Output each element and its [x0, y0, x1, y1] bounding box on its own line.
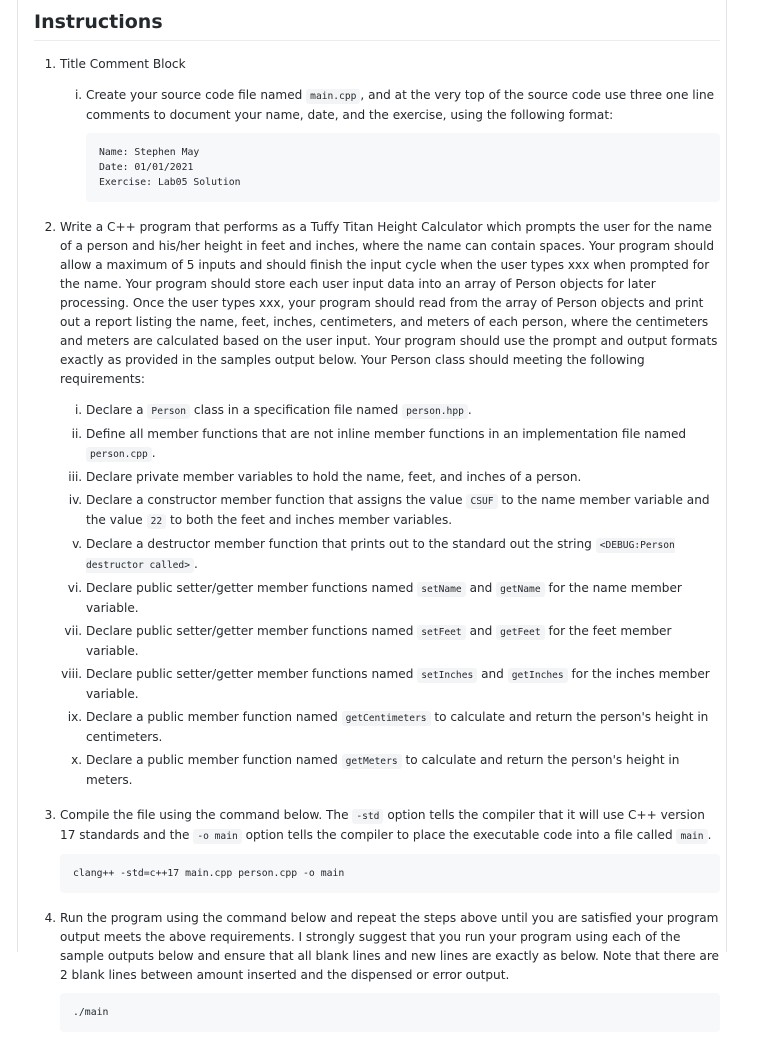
- text-span: Declare a constructor member function that assigns the value: [86, 493, 467, 507]
- inline-code: Person: [147, 404, 190, 419]
- text-span: to calculate and return the person's height in meters.: [86, 753, 680, 787]
- item-2-sub-viii: [86, 665, 720, 704]
- text-span: for the name member variable.: [86, 581, 682, 615]
- inline-code: getName: [496, 582, 544, 597]
- item-1-sublist: [60, 86, 720, 202]
- inline-code: getFeet: [496, 625, 544, 640]
- item-2-sub-iv: [86, 491, 720, 531]
- inline-code: setInches: [417, 668, 477, 683]
- list-item-1: [60, 55, 720, 202]
- text-span: option tells the compiler that it will use C++ version 17 standards and the: [60, 808, 705, 842]
- instructions-content: [34, 0, 720, 1048]
- text-span: and: [465, 624, 497, 638]
- item-2-sublist: [60, 401, 720, 790]
- instructions-panel: [17, 0, 727, 1018]
- inline-code: person.cpp: [86, 447, 152, 462]
- text-span: Compile the file using the command below. The: [60, 808, 353, 822]
- inline-code: <DEBUG:Person destructor called>: [86, 540, 675, 571]
- item-2-sub-vi: [86, 579, 720, 618]
- text-span: and: [465, 581, 497, 595]
- item-2-sub-v: [86, 535, 720, 575]
- inline-code: main: [676, 829, 707, 844]
- text-span: to both the feet and inches member variables.: [166, 513, 453, 527]
- item-2-sub-ix: [86, 708, 720, 747]
- item-2-sub-ii: [86, 425, 720, 464]
- instruction-list: [34, 55, 720, 1032]
- inline-code: getMeters: [342, 754, 402, 769]
- list-item-4: [60, 909, 720, 1032]
- text-span: .: [151, 446, 156, 460]
- item-2-sub-vii: [86, 622, 720, 661]
- text-span: class in a specification file named: [190, 403, 403, 417]
- inline-code: 22: [147, 514, 167, 529]
- text-span: Define all member functions that are not inline member functions in an implementation file named: [86, 427, 687, 441]
- text-span: Declare public setter/getter member functions named: [86, 624, 418, 638]
- text-span: .: [707, 828, 712, 842]
- code-block-compile-command: clang++ -std=c++17 main.cpp person.cpp -o main: [60, 854, 720, 893]
- inline-code: person.hpp: [402, 404, 468, 419]
- text-span: to calculate and return the person's height in centimeters.: [86, 710, 709, 744]
- inline-code: getCentimeters: [342, 711, 431, 726]
- item-2-sub-iii: [86, 468, 720, 487]
- inline-code: setName: [417, 582, 465, 597]
- text-span: option tells the compiler to place the executable code into a file called: [241, 828, 677, 842]
- code-block-run-command: ./main: [60, 993, 720, 1032]
- list-item-2: [60, 218, 720, 790]
- text-span: .: [467, 403, 472, 417]
- inline-code: getInches: [508, 668, 568, 683]
- list-item-3: [60, 806, 720, 893]
- text-span: Declare a: [86, 403, 148, 417]
- text-span: .: [193, 557, 198, 571]
- inline-code: CSUF: [466, 494, 497, 509]
- text-span: and: [477, 667, 508, 681]
- inline-code: main.cpp: [306, 89, 360, 104]
- item-2-sub-i: [86, 401, 720, 421]
- item-4-text: Run the program using the command below and repeat the steps above until you are satisfied your program output meets the above requirements. I strongly suggest that you run your program using each of the sample outputs below and ensure that all blank lines and new lines are exactly as below. Note that there are 2 blank lines between amount inserted and the dispensed or error output.: [60, 911, 719, 982]
- text-span: Declare private member variables to hold the name, feet, and inches of a person.: [86, 470, 582, 484]
- item-2-text: Write a C++ program that performs as a Tuffy Titan Height Calculator which prompts the user for the name of a person and his/her height in feet and inches, where the name can contain spaces. Your program should allow a maximum of 5 inputs and should finish the input cycle when the user types xxx when prompted for the name. Your program should store each user input data into an array of Person objects for later processing. Once the user types xxx, your program should read from the array of Person objects and print out a report listing the name, feet, inches, centimeters, and meters of each person, where the centimeters and meters are calculated based on the user input. Your program should use the prompt and output formats exactly as provided in the samples output below. Your Person class should meeting the following requirements:: [60, 220, 718, 386]
- text-span: Declare a public member function named: [86, 753, 342, 767]
- item-2-sub-x: [86, 751, 720, 790]
- text-span: Declare public setter/getter member functions named: [86, 667, 418, 681]
- code-block-header-format: Name: Stephen May Date: 01/01/2021 Exercise: Lab05 Solution: [86, 133, 720, 202]
- inline-code: -std: [352, 809, 383, 824]
- text-span: Declare a destructor member function that prints out to the standard out the string: [86, 537, 596, 551]
- text-span: Create your source code file named: [86, 88, 307, 102]
- inline-code: setFeet: [417, 625, 465, 640]
- text-span: for the inches member variable.: [86, 667, 710, 701]
- text-span: to the name member variable and the value: [86, 493, 710, 527]
- item-1-sub-i: [86, 86, 720, 202]
- inline-code: -o main: [193, 829, 241, 844]
- page-title: Instructions: [34, 0, 720, 41]
- item-1-text: Title Comment Block: [60, 57, 186, 71]
- text-span: , and at the very top of the source code use three one line comments to document your name, date, and the exercise, using the following format:: [86, 88, 715, 122]
- text-span: for the feet member variable.: [86, 624, 672, 658]
- text-span: Declare a public member function named: [86, 710, 342, 724]
- text-span: Declare public setter/getter member functions named: [86, 581, 418, 595]
